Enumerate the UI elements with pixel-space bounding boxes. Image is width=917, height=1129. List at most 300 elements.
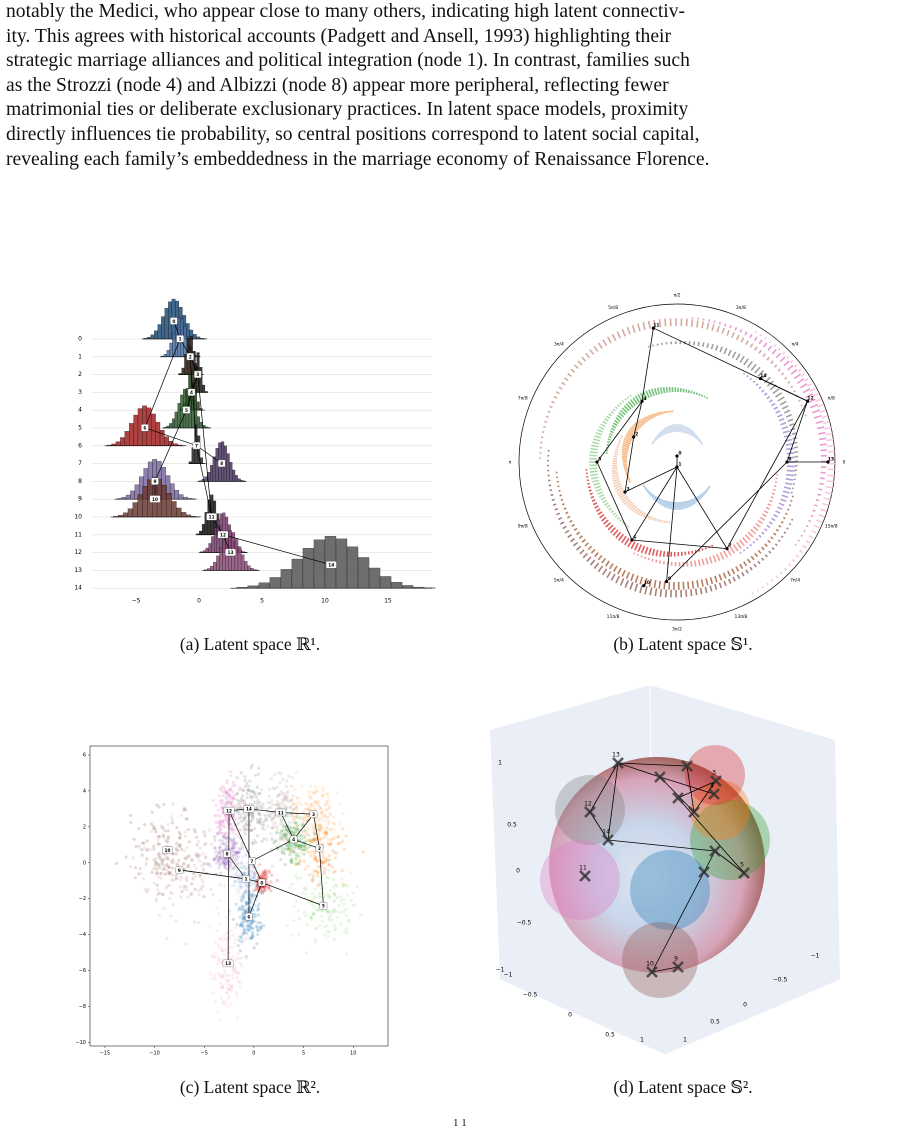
ring-bar [611, 428, 615, 430]
histogram-bar [183, 497, 187, 499]
sample-point [311, 873, 314, 876]
ring-bar [820, 478, 825, 479]
sample-point [162, 833, 165, 836]
ring-bar [654, 580, 655, 588]
ring-bar [625, 472, 628, 473]
sample-point [238, 981, 241, 984]
sample-point [323, 933, 326, 936]
node-label-4: 4 [190, 390, 193, 396]
sample-point [304, 914, 307, 917]
sample-point [295, 807, 298, 810]
sample-point [333, 822, 336, 825]
ring-bar [655, 588, 656, 596]
sample-point [223, 971, 226, 974]
ring-bar [820, 444, 827, 445]
sample-point [290, 814, 293, 817]
sample-point [324, 803, 327, 806]
ring-bar [812, 531, 817, 533]
ring-bar [755, 553, 758, 556]
x-tick-label: 0 [252, 1051, 255, 1057]
sample-point [264, 819, 267, 822]
sample-point [332, 836, 335, 839]
sample-point [308, 790, 311, 793]
sample-point [279, 793, 282, 796]
sample-point [217, 946, 220, 949]
sample-point [237, 855, 240, 858]
sample-point [237, 952, 240, 955]
sample-point [186, 846, 189, 849]
sample-point [194, 830, 197, 833]
ring-bar [655, 388, 657, 395]
sample-point [186, 865, 189, 868]
ring-bar [593, 503, 597, 505]
sample-point [198, 893, 201, 896]
ring-bar [663, 412, 664, 414]
ring-bar [805, 415, 807, 416]
histogram-bar [133, 503, 138, 517]
ring-bar [652, 389, 654, 396]
histogram-bar [130, 491, 134, 499]
ring-bar [736, 567, 739, 572]
ring-bar [796, 555, 799, 557]
ring-bar [765, 544, 768, 546]
marker-label-i: 11 [579, 865, 587, 872]
ring-bar [590, 474, 597, 475]
ring-bar [625, 399, 626, 400]
histogram-bar [250, 568, 253, 570]
sample-point [140, 848, 143, 851]
ring-bar [694, 341, 695, 345]
node-label-14: 14 [246, 807, 252, 813]
sample-point [202, 830, 205, 833]
figure-c-scatter [70, 738, 390, 1068]
ring-bar [755, 347, 757, 351]
sample-point [247, 785, 250, 788]
caption-a: (a) Latent space ℝ¹. [50, 634, 450, 655]
sample-point [244, 779, 247, 782]
histogram-bar [182, 368, 185, 375]
sample-point [220, 799, 223, 802]
sample-point [336, 836, 339, 839]
histogram-bar [314, 540, 325, 588]
sample-point [179, 895, 182, 898]
row-label: 9 [78, 496, 82, 503]
sample-point [216, 825, 219, 828]
ring-bar [635, 575, 637, 582]
ring-bar [789, 505, 791, 506]
sample-point [354, 903, 357, 906]
sample-point [169, 891, 172, 894]
sample-point [133, 838, 136, 841]
histogram-bar [369, 568, 380, 588]
ring-bar [732, 569, 735, 574]
ring-bar [552, 499, 555, 500]
ring-bar [628, 526, 629, 527]
ring-bar [774, 407, 778, 409]
ring-bar [774, 345, 775, 347]
ring-bar [582, 357, 586, 361]
ring-bar [828, 451, 836, 452]
row-label: 2 [78, 371, 82, 378]
row-label: 11 [74, 531, 82, 538]
sample-point [239, 949, 242, 952]
ring-bar [612, 334, 615, 341]
ring-bar [580, 550, 584, 554]
sample-point [256, 786, 259, 789]
sample-point [184, 857, 187, 860]
sample-point [191, 859, 194, 862]
sample-point [232, 781, 235, 784]
sample-point [210, 843, 213, 846]
sample-point [156, 888, 159, 891]
sample-point [323, 872, 326, 875]
ring-bar [593, 439, 600, 441]
sample-point [253, 791, 256, 794]
ring-bar [783, 352, 785, 354]
sample-point [283, 851, 286, 854]
sample-point [298, 800, 301, 803]
sample-point [240, 942, 243, 945]
paragraph-line: matrimonial ties or deliberate exclusionary practices. In latent space models, proximity [6, 98, 911, 123]
ring-bar [801, 535, 803, 536]
ring-bar [604, 520, 609, 524]
ring-bar [750, 334, 752, 338]
ring-bar [703, 342, 704, 346]
sample-point [309, 796, 312, 799]
sample-point [231, 946, 234, 949]
sample-point [272, 803, 275, 806]
sample-point [154, 830, 157, 833]
ring-series-3 [612, 436, 670, 523]
sample-point [298, 917, 301, 920]
ring-bar [750, 378, 751, 380]
node-label-2: 2 [635, 432, 638, 438]
histogram-bar [210, 566, 213, 570]
ring-bar [792, 433, 796, 434]
ring-bar [765, 338, 766, 340]
ring-bar [630, 582, 633, 589]
ring-bar [628, 480, 630, 481]
sample-point [356, 885, 359, 888]
ring-series-6 [586, 470, 713, 557]
ring-bar [705, 587, 706, 593]
sample-point [168, 884, 171, 887]
ring-bar [778, 348, 780, 350]
x-tick-label: −10 [149, 1051, 160, 1057]
angle-label: 13π/8 [734, 614, 747, 620]
sample-point [222, 953, 225, 956]
sample-point [222, 842, 225, 845]
sample-point [249, 790, 252, 793]
sample-point [242, 912, 245, 915]
ring-bar [649, 390, 652, 397]
sample-point [300, 837, 303, 840]
sample-point [129, 821, 132, 824]
ring-bar [803, 389, 810, 393]
sample-point [297, 933, 300, 936]
sample-point [350, 899, 353, 902]
sample-point [303, 808, 306, 811]
sample-point [244, 832, 247, 835]
ring-bar [817, 427, 824, 429]
ring-bar [808, 384, 812, 386]
sample-point [295, 771, 298, 774]
ring-bar [803, 546, 807, 548]
sample-point [297, 909, 300, 912]
sample-point [152, 845, 155, 848]
ring-bar [809, 521, 811, 522]
z-tick-label: 0 [516, 868, 520, 875]
histogram-bar [125, 431, 129, 445]
ring-bar [826, 433, 833, 434]
ring-bar [648, 515, 650, 519]
sample-point [345, 953, 348, 956]
ring-bar [785, 377, 787, 379]
node-label-8: 8 [226, 852, 229, 858]
ring-bar [561, 499, 563, 500]
node-label-7: 7 [728, 543, 731, 549]
ring-bar [643, 513, 645, 517]
sample-point [214, 1000, 217, 1003]
ring-bar [756, 384, 758, 386]
sample-point [240, 844, 243, 847]
ring-bar [627, 327, 630, 334]
sample-point [240, 930, 243, 933]
node-label-13: 13 [225, 961, 231, 967]
sample-point [231, 973, 234, 976]
histogram-bar [158, 325, 162, 339]
sample-point [217, 943, 220, 946]
ring-bar [609, 414, 612, 416]
x-tick-label: 0 [568, 1012, 572, 1019]
ring-bar [710, 586, 712, 592]
node-label-6: 6 [247, 914, 250, 920]
ring-bar [595, 436, 601, 438]
sample-point [284, 848, 287, 851]
sample-point [220, 997, 223, 1000]
ring-bar [603, 569, 607, 575]
sample-point [210, 888, 213, 891]
sample-point [259, 921, 262, 924]
ring-bar [638, 324, 640, 332]
sample-point [243, 872, 246, 875]
row-label: 3 [78, 389, 82, 396]
node-label-6: 6 [633, 534, 636, 540]
ring-bar [754, 564, 756, 567]
histogram-bar [197, 417, 200, 428]
ring-bar [782, 427, 788, 429]
angle-label: 3π/4 [554, 341, 564, 347]
sample-point [129, 814, 132, 817]
sample-point [219, 1019, 222, 1022]
ring-bar [810, 405, 817, 408]
sample-point [321, 811, 324, 814]
sample-point [249, 883, 252, 886]
sample-point [326, 816, 329, 819]
sample-point [321, 920, 324, 923]
ring-bar [725, 324, 726, 327]
ring-bar [817, 494, 821, 495]
histogram-bar [202, 524, 205, 535]
sample-point [321, 909, 324, 912]
ring-bar [776, 576, 778, 578]
ring-bar [737, 335, 739, 340]
ring-bar [664, 581, 665, 589]
ring-bar [772, 350, 776, 354]
ring-bar [712, 545, 713, 547]
sample-point [340, 841, 343, 844]
sample-point [229, 774, 232, 777]
sample-point [233, 843, 236, 846]
sample-point [239, 848, 242, 851]
angle-label: π/4 [792, 341, 799, 347]
sample-point [329, 914, 332, 917]
angle-label: 5π/4 [554, 578, 564, 584]
ring-bar [724, 581, 726, 586]
z-tick-label: 1 [498, 760, 502, 767]
histogram-bar [175, 412, 178, 428]
sample-point [201, 881, 204, 884]
node-label-13: 13 [228, 550, 234, 556]
sample-point [153, 858, 156, 861]
sample-point [195, 867, 198, 870]
ring-bar [597, 430, 602, 432]
angle-label: 7π/8 [518, 396, 528, 402]
histogram-bar [281, 569, 292, 588]
sample-point [245, 957, 248, 960]
ring-bar [544, 421, 546, 422]
sample-point [331, 849, 334, 852]
sample-point [245, 937, 248, 940]
sample-point [329, 889, 332, 892]
ring-bar [599, 495, 604, 497]
sample-point [318, 838, 321, 841]
ring-bar [793, 443, 797, 444]
sample-point [269, 889, 272, 892]
ring-bar [800, 384, 807, 388]
node-label-1: 1 [179, 337, 182, 343]
sample-point [227, 932, 230, 935]
sample-point [278, 781, 281, 784]
sample-point [327, 796, 330, 799]
paragraph-line: as the Strozzi (node 4) and Albizzi (node 8) appear more peripheral, reflecting fewer [6, 74, 911, 99]
sample-point [219, 872, 222, 875]
sample-point [237, 822, 240, 825]
sample-point [255, 885, 258, 888]
sample-point [362, 850, 365, 853]
ring-bar [748, 532, 753, 537]
sample-point [339, 923, 342, 926]
sample-point [222, 794, 225, 797]
sample-point [282, 800, 285, 803]
sample-point [322, 926, 325, 929]
ring-bar [606, 523, 611, 527]
node-label-4: 4 [643, 396, 646, 402]
sample-point [220, 949, 223, 952]
ring-bar [650, 587, 652, 595]
sample-point [294, 874, 297, 877]
ring-bar [774, 533, 776, 535]
sample-point [268, 802, 271, 805]
ring-bar [740, 552, 741, 553]
sample-point [285, 805, 288, 808]
ring-bar [819, 484, 823, 485]
sample-point [190, 882, 193, 885]
sample-point [188, 840, 191, 843]
sample-point [234, 818, 237, 821]
sample-point [305, 815, 308, 818]
ring-bar [543, 427, 545, 428]
sample-point [251, 933, 254, 936]
sample-point [243, 867, 246, 870]
node-label-8: 8 [788, 457, 791, 463]
sample-point [221, 839, 224, 842]
ring-bar [590, 471, 598, 472]
sample-point [129, 865, 132, 868]
sample-point [214, 941, 217, 944]
ring-bar [791, 370, 797, 374]
ring-bar [779, 526, 781, 527]
sample-point [307, 851, 310, 854]
sample-point [299, 876, 302, 879]
histogram-bar [172, 501, 177, 517]
sample-point [275, 839, 278, 842]
y-tick-label: −0.5 [773, 977, 788, 984]
sample-point [338, 904, 341, 907]
sample-point [213, 846, 216, 849]
ring-bar [618, 568, 621, 574]
sample-point [247, 935, 250, 938]
sample-point [227, 1004, 230, 1007]
y-tick-label: −2 [79, 896, 86, 902]
ring-bar [572, 525, 575, 527]
ring-bar [733, 545, 737, 552]
sample-point [256, 933, 259, 936]
sample-point [352, 891, 355, 894]
ring-bar [589, 468, 597, 469]
sample-point [260, 891, 263, 894]
sample-point [235, 923, 238, 926]
ring-bar [818, 405, 824, 407]
ring-bar [691, 589, 692, 596]
ring-bar [622, 454, 628, 455]
sample-point [203, 895, 206, 898]
sample-point [194, 888, 197, 891]
histogram-bar [205, 477, 208, 482]
sphere-patch [630, 850, 710, 930]
sample-point [268, 795, 271, 798]
ring-bar [617, 415, 622, 419]
sample-point [246, 884, 249, 887]
ring-bar [631, 542, 635, 549]
ring-bar [645, 586, 647, 594]
histogram-bar [160, 430, 164, 446]
ring-bar [577, 532, 580, 534]
sample-point [227, 823, 230, 826]
sample-point [244, 823, 247, 826]
ring-bar [788, 382, 790, 383]
ring-bar [755, 367, 760, 373]
sample-point [175, 852, 178, 855]
ring-bar [758, 520, 762, 523]
sample-point [231, 847, 234, 850]
ring-bar [827, 445, 835, 446]
ring-bar [589, 455, 597, 456]
ring-bar [612, 426, 616, 428]
ring-bar [784, 435, 791, 437]
ring-bar [720, 552, 723, 559]
sample-point [303, 860, 306, 863]
